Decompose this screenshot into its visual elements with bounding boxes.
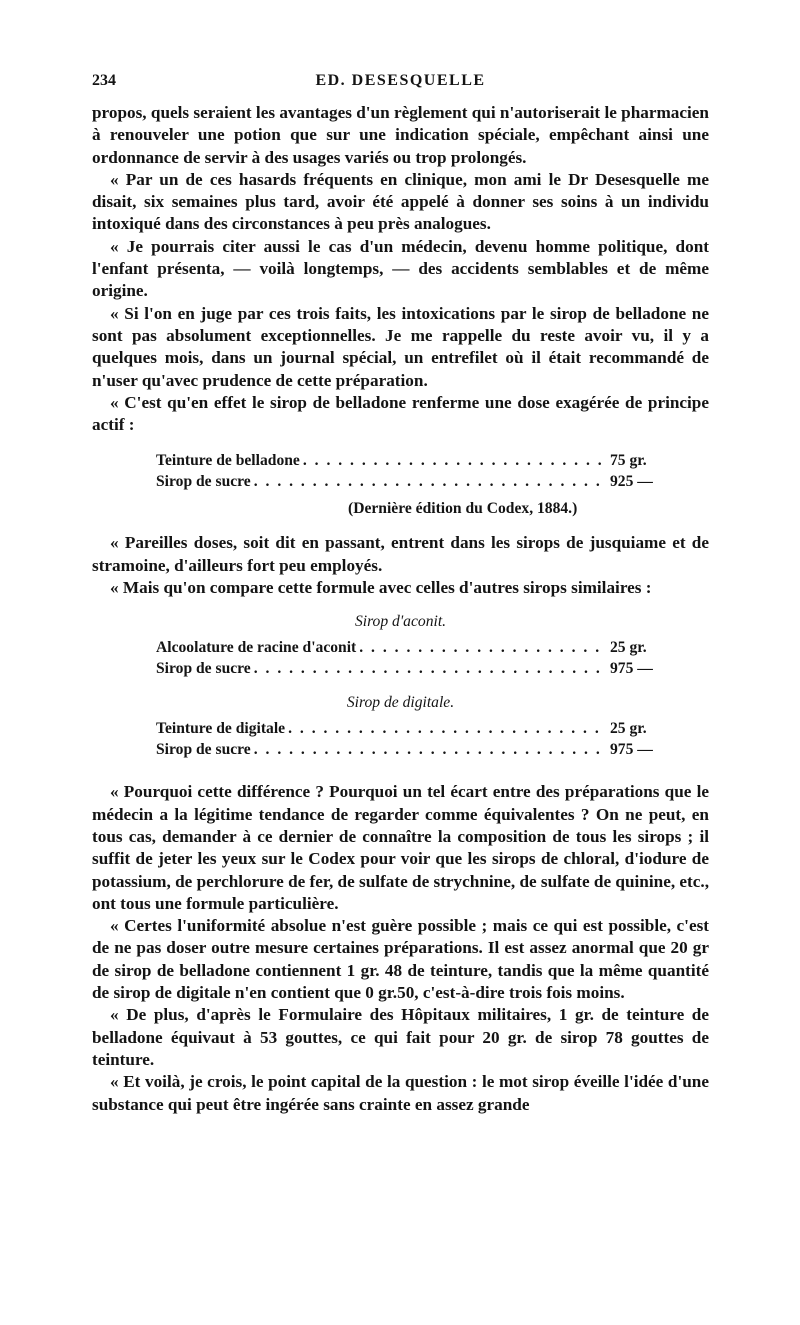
recipe-digitale xyxy=(156,720,672,761)
recipe-title: Sirop de digitale. xyxy=(346,694,455,712)
quantity: 25 gr. xyxy=(610,639,647,657)
ingredient: Sirop de sucre xyxy=(156,472,251,490)
paragraph: « De plus, d'après le Formulaire des Hôpitaux militaires, 1 gr. de teinture de belladone équivaut à 53 gouttes, ce qui fait pour 20 gr. de sirop 78 gouttes de teinture. xyxy=(92,1005,709,1069)
recipe-row xyxy=(156,639,672,660)
source-note: (Dernière édition du Codex, 1884.) xyxy=(348,500,578,518)
page-number: 234 xyxy=(92,72,116,89)
recipe-row xyxy=(156,720,672,741)
recipe-aconit xyxy=(156,639,672,680)
quantity: 975 — xyxy=(610,659,653,677)
paragraph: « C'est qu'en effet le sirop de belladone renferme une dose exagérée de principe actif : xyxy=(92,392,709,435)
dot-leader xyxy=(254,473,607,491)
recipe-row xyxy=(156,452,672,473)
recipe-row xyxy=(156,741,672,762)
dot-leader xyxy=(288,720,607,738)
paragraph: « Pareilles doses, soit dit en passant, entrent dans les sirops de jusquiame et de stramoine, d'ailleurs fort peu employés. xyxy=(92,533,709,575)
quantity: 925 — xyxy=(610,472,653,490)
recipe-row xyxy=(156,660,672,681)
closing-paragraphs xyxy=(92,781,709,1115)
recipe-row xyxy=(156,473,672,494)
paragraph: « Si l'on en juge par ces trois faits, les intoxications par le sirop de belladone ne sont pas absolument exceptionnelles. Je me rappelle du reste avoir vu, il y a quelques mois, dans un journal spécial, un entrefilet où il était recommandé de n'user qu'avec prudence de cette préparation. xyxy=(92,303,709,390)
ingredient: Sirop de sucre xyxy=(156,659,251,677)
page-header xyxy=(92,72,709,94)
quantity: 75 gr. xyxy=(610,452,647,470)
paragraph: « Je pourrais citer aussi le cas d'un médecin, devenu homme politique, dont l'enfant présenta, — voilà longtemps, — des accidents semblables et de même origine. xyxy=(92,236,709,301)
paragraph: « Pourquoi cette différence ? Pourquoi un tel écart entre des préparations que le médecin a la légitime tendance de regarder comme équivalentes ? On ne peut, en tous cas, demander à ce dernier de connaître la composition de tous les sirops ; il suffit de jeter les yeux sur le Codex pour voir que les sirops de chloral, d'iodure de potassium, de perchlorure de fer, de sulfate de strychnine, de sulfate de quinine, etc., ont tous une formule particulière. xyxy=(92,782,709,913)
paragraph: propos, quels seraient les avantages d'un règlement qui n'autoriserait le pharmacien à renouveler une potion que sur une indication spéciale, empêchant ainsi une ordonnance de servir à des usages variés ou trop prolongés. xyxy=(92,103,709,167)
paragraph: « Et voilà, je crois, le point capital de la question : le mot sirop éveille l'idée d'une substance qui peut être ingérée sans crainte en assez grande xyxy=(92,1072,709,1114)
ingredient: Alcoolature de racine d'aconit xyxy=(156,639,357,657)
dot-leader xyxy=(359,639,607,657)
body-text xyxy=(92,102,709,1116)
ingredient: Teinture de belladone xyxy=(156,452,300,470)
quantity: 25 gr. xyxy=(610,720,647,738)
dot-leader xyxy=(303,452,607,470)
paragraph: « Mais qu'on compare cette formule avec celles d'autres sirops similaires : xyxy=(110,578,652,598)
dot-leader xyxy=(254,741,607,759)
recipe-title: Sirop d'aconit. xyxy=(354,613,447,631)
paragraph: « Par un de ces hasards fréquents en clinique, mon ami le Dr Desesquelle me disait, six semaines plus tard, avoir été appelé à donner ses soins à un individu intoxiqué dans des circonstances à peu près analogues. xyxy=(92,169,709,234)
ingredient: Sirop de sucre xyxy=(156,740,251,758)
dot-leader xyxy=(254,660,607,678)
quantity: 975 — xyxy=(610,740,653,758)
paragraph: « Certes l'uniformité absolue n'est guère possible ; mais ce qui est possible, c'est de ne pas doser outre mesure certaines préparations. Il est assez anormal que 20 gr de sirop de belladone contiennent 1 gr. 48 de teinture, tandis que la même quantité de sirop de digitale n'en contient que 0 gr.50, c'est-à-dire trois fois moins. xyxy=(92,916,709,1003)
ingredient: Teinture de digitale xyxy=(156,720,286,738)
recipe-belladone xyxy=(156,452,672,493)
running-head: ED. DESESQUELLE xyxy=(315,72,486,89)
